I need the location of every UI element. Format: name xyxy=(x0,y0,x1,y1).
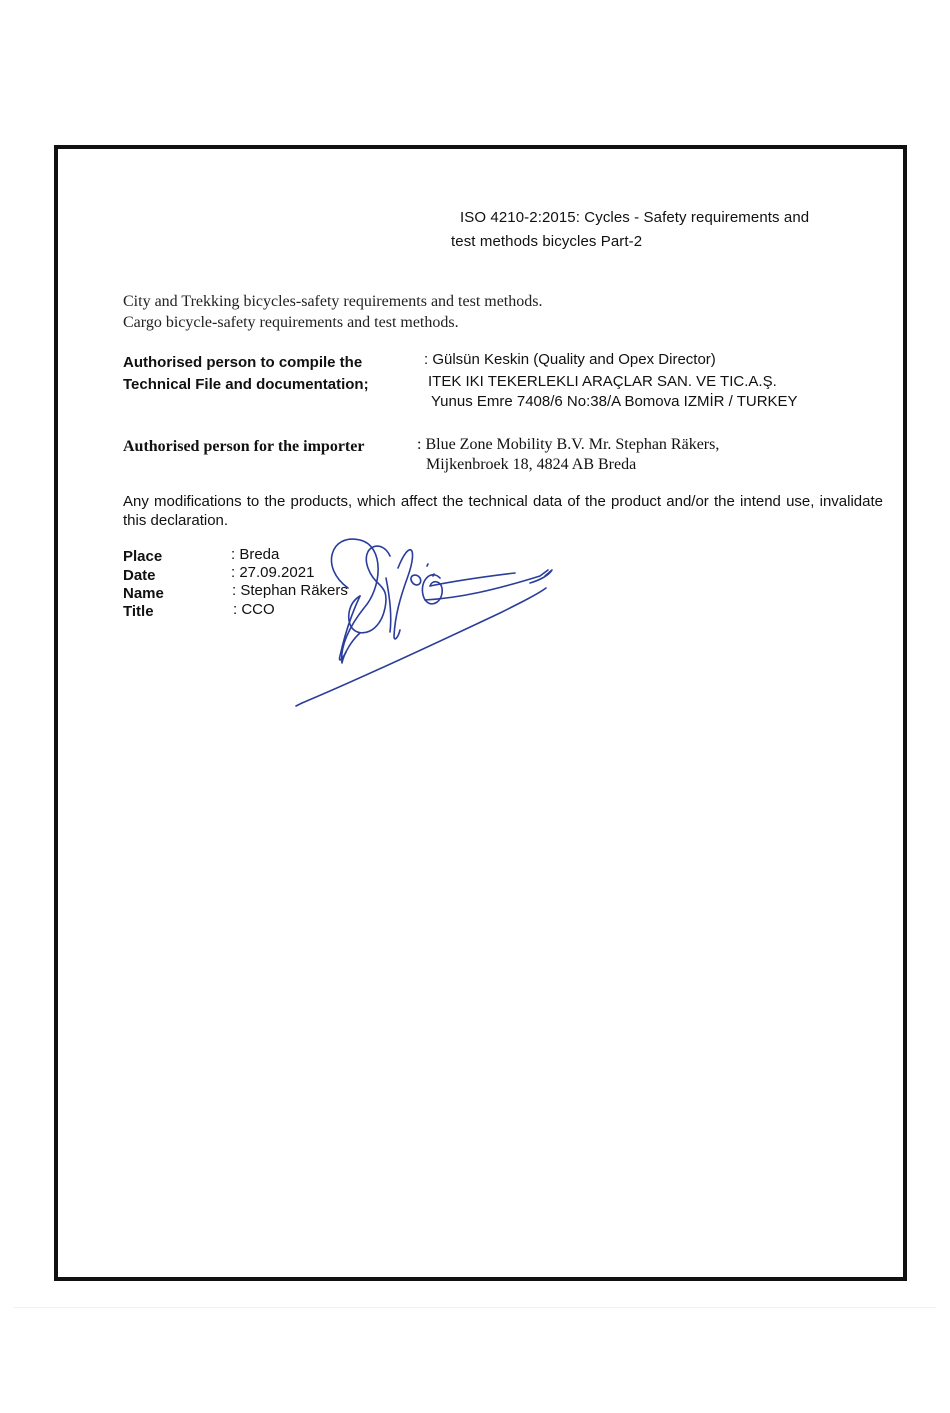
scope-line-2: Cargo bicycle-safety requirements and test methods. xyxy=(123,314,459,331)
title-label: Title xyxy=(123,603,154,620)
name-label: Name xyxy=(123,585,164,602)
importer-label: Authorised person for the importer xyxy=(123,438,365,455)
date-value: : 27.09.2021 xyxy=(231,564,315,581)
standard-title-line-1: ISO 4210-2:2015: Cycles - Safety requirements and xyxy=(460,209,810,226)
page-edge-divider xyxy=(14,1307,936,1308)
place-label: Place xyxy=(123,548,163,565)
technical-file-person: : Gülsün Keskin (Quality and Opex Director) xyxy=(424,351,716,368)
technical-file-address: Yunus Emre 7408/6 No:38/A Bomova IZMİR / TURKEY xyxy=(431,393,798,410)
handwritten-signature-icon xyxy=(290,528,560,713)
technical-file-label-line-2: Technical File and documentation; xyxy=(123,376,369,393)
importer-name: : Blue Zone Mobility B.V. Mr. Stephan Räkers, xyxy=(417,436,720,453)
standard-title-line-2: test methods bicycles Part-2 xyxy=(451,233,643,250)
importer-address: Mijkenbroek 18, 4824 AB Breda xyxy=(426,456,637,473)
technical-file-company: ITEK IKI TEKERLEKLI ARAÇLAR SAN. VE TIC.A.Ş. xyxy=(428,373,777,390)
place-value: : Breda xyxy=(231,546,280,563)
date-label: Date xyxy=(123,567,156,584)
title-value: : CCO xyxy=(233,601,275,618)
scope-line-1: City and Trekking bicycles-safety requirements and test methods. xyxy=(123,293,543,310)
modification-notice: Any modifications to the products, which affect the technical data of the product and/or the intend use, invalidate this declaration. xyxy=(123,493,883,529)
technical-file-label-line-1: Authorised person to compile the xyxy=(123,354,363,371)
name-value: : Stephan Räkers xyxy=(232,582,348,599)
